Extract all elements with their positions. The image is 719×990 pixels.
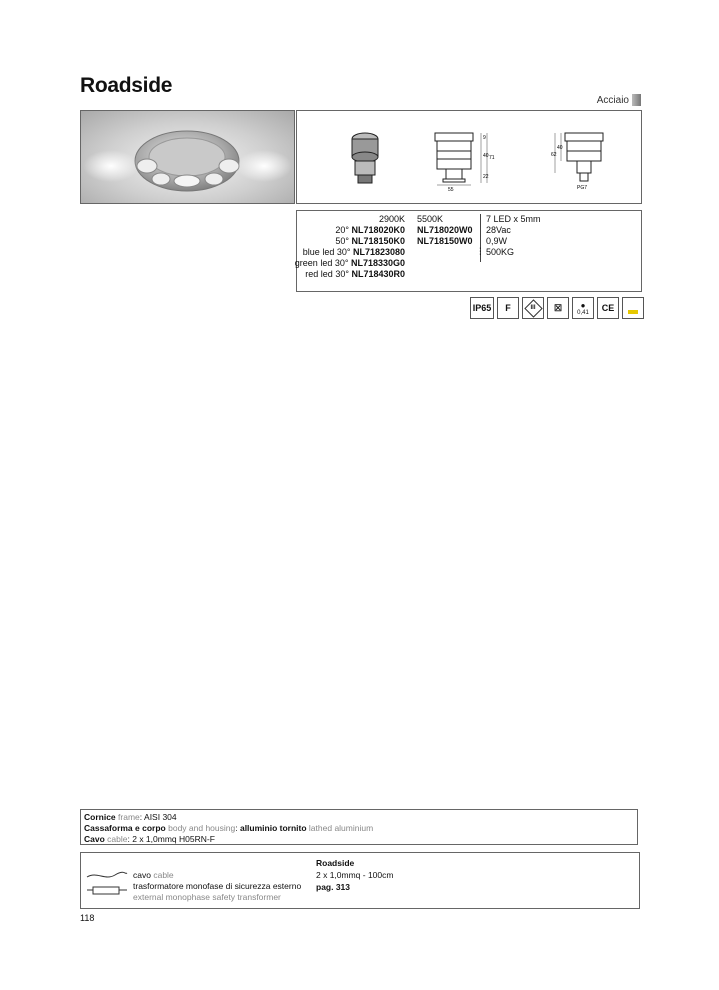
technical-drawings (296, 110, 642, 204)
cable-transformer-icon (85, 869, 129, 899)
spec-row: blue led 30° NL71823080 (302, 247, 405, 257)
material-text: Acciaio (596, 94, 629, 106)
load-icon: ⫶ (479, 247, 482, 258)
weight-icon: ● 0,41 (572, 297, 594, 319)
accessory-details (316, 857, 393, 893)
page-title: Roadside (80, 74, 173, 97)
dim-9: 9 (483, 135, 486, 141)
page-number: 118 (80, 913, 95, 923)
spec-row: 50° NL718150K0 (335, 236, 405, 246)
f-mark-icon: F (497, 297, 519, 319)
dim-22: 22 (483, 174, 489, 180)
code-5500k: NL718020W0 (417, 225, 473, 235)
code-5500k: NL718150W0 (417, 236, 473, 246)
spec-row: red led 30° NL718430R0 (305, 269, 405, 279)
cable-label: cavo cable (133, 870, 174, 880)
material-swatch (632, 94, 641, 106)
accessory-descriptions (133, 870, 301, 903)
header-2900k: 2900K (378, 214, 405, 224)
dim-62: 62 (551, 152, 557, 158)
header-led: 7 LED x 5mm (486, 214, 541, 224)
dim-40: 40 (483, 153, 489, 159)
transformer-label-en: external monophase safety transformer (133, 892, 281, 902)
ce-icon: CE (597, 297, 619, 319)
dim-55: 55 (448, 187, 454, 193)
no-covering-icon: ☒ (547, 297, 569, 319)
accessory-page-ref[interactable]: pag. 313 (316, 882, 351, 892)
accessory-product: Roadside (316, 858, 355, 868)
drawings-svg (297, 111, 641, 203)
spec-power: 0,9W (486, 236, 508, 246)
spec-table (296, 210, 642, 292)
ip65-icon: IP65 (470, 297, 494, 319)
material-body: Cassaforma e corpo body and housing: alluminio tornito lathed aluminium (84, 823, 374, 833)
material-cable: Cavo cable: 2 x 1,0mmq H05RN-F (84, 834, 215, 844)
transformer-label: trasformatore monofase di sicurezza esterno (133, 881, 302, 891)
accessories-box (80, 852, 640, 909)
dim-40-side: 40 (557, 145, 563, 151)
product-photo-svg (81, 111, 294, 203)
spec-voltage: 28Vac (486, 225, 511, 235)
spec-load: 500KG (486, 247, 515, 257)
spec-row: 20° NL718020K0 (335, 225, 405, 235)
header-5500k: 5500K (417, 214, 444, 224)
product-photo (80, 110, 295, 204)
certification-icons (470, 297, 644, 319)
dim-pg7: PG7 (577, 185, 588, 191)
accessory-cable-spec: 2 x 1,0mmq - 100cm (316, 870, 394, 880)
material-label (597, 94, 641, 106)
dim-71: 71 (489, 155, 495, 161)
spec-row: green led 30° NL718330G0 (294, 258, 405, 268)
class-iii-icon: III (522, 297, 544, 319)
material-frame: Cornice frame: AISI 304 (84, 812, 177, 822)
materials-box (80, 809, 638, 845)
walk-over-icon (622, 297, 644, 319)
